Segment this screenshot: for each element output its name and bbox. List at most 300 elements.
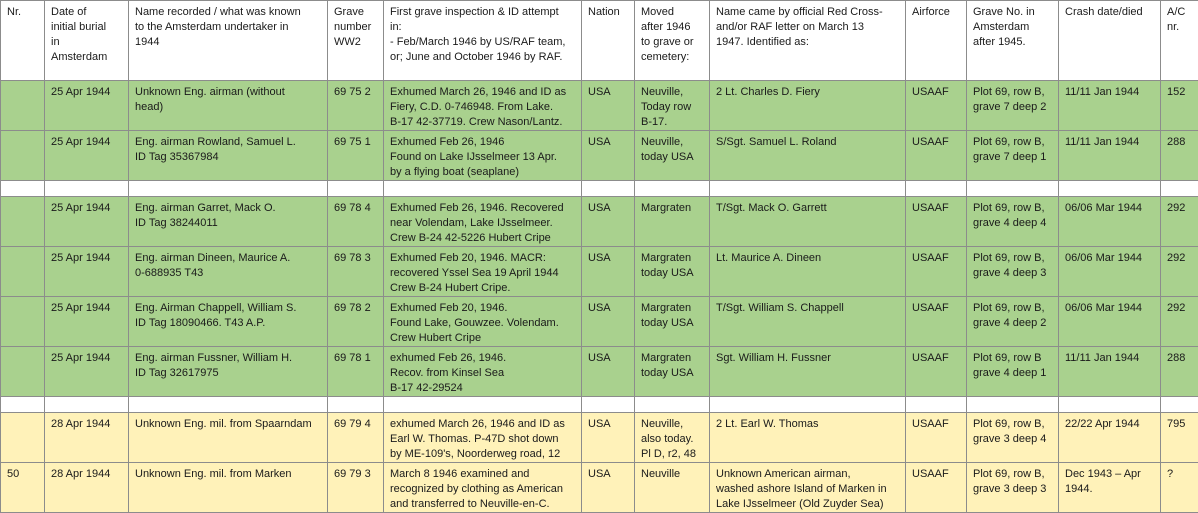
cell-grave-no-after-1945 [967,297,1059,347]
cell-line: 25 Apr 1944 [51,201,122,216]
cell-burial-date [45,297,129,347]
cell-line: recognized by clothing as American [390,482,575,497]
header-line: in: [390,20,575,35]
cell-crash-date [1059,463,1161,513]
cell-line: 25 Apr 1944 [51,251,122,266]
cell-moved-to [635,131,710,181]
header-line: - Feb/March 1946 by US/RAF team, [390,35,575,50]
header-line: to grave or [641,35,703,50]
cell-line: 0-688935 T43 [135,266,321,281]
header-line: number [334,20,377,35]
cell-line: washed ashore Island of Marken in [716,482,899,497]
header-line: Name recorded / what was known [135,5,321,20]
cell-line: USA [588,201,628,216]
cell-line: 06/06 Mar 1944 [1065,201,1154,216]
cell-nation [582,347,635,397]
cell-line: ID Tag 32617975 [135,366,321,381]
cell-line: B-17 42-37719. Crew Nason/Lantz. [390,115,575,130]
cell-line: USAAF [912,301,960,316]
cell-moved-to [635,197,710,247]
cell-airforce [906,131,967,181]
header-line: 1947. Identified as: [716,35,899,50]
spacer-cell [582,181,635,197]
header-line: or; June and October 1946 by RAF. [390,50,575,65]
cell-moved-to [635,297,710,347]
cell-line: and transferred to Neuville-en-C. [390,497,575,512]
cell-nr [1,197,45,247]
cell-crash-date [1059,347,1161,397]
cell-line: today USA [641,316,703,331]
cell-grave-number [328,413,384,463]
cell-line: 69 78 3 [334,251,377,266]
cell-line: Eng. airman Rowland, Samuel L. [135,135,321,150]
cell-grave-number [328,247,384,297]
cell-first-inspection [384,347,582,397]
cell-grave-no-after-1945 [967,247,1059,297]
spacer-cell [45,397,129,413]
cell-line: USA [588,135,628,150]
cell-name-recorded [129,347,328,397]
cell-grave-no-after-1945 [967,347,1059,397]
header-cell-airforce [906,1,967,81]
cell-line: Neuville, [641,85,703,100]
cell-grave-no-after-1945 [967,81,1059,131]
header-line: after 1946 [641,20,703,35]
header-line: Grave [334,5,377,20]
cell-line: Lake IJsselmeer (Old Zuyder Sea) [716,497,899,512]
cell-line: USAAF [912,85,960,100]
cell-line: Eng. Airman Chappell, William S. [135,301,321,316]
cell-line: USAAF [912,135,960,150]
cell-line: Plot 69, row B, [973,417,1052,432]
cell-line: 152 [1167,85,1192,100]
cell-line: 11/11 Jan 1944 [1065,351,1154,366]
spacer-cell [1,397,45,413]
cell-line: USA [588,351,628,366]
spacer-cell [1161,397,1198,413]
cell-nr [1,413,45,463]
cell-line: also today. [641,432,703,447]
header-line: Airforce [912,5,960,20]
cell-line: ID Tag 38244011 [135,216,321,231]
cell-identified-as [710,413,906,463]
table-row [1,81,1198,131]
header-cell-grave-number [328,1,384,81]
spacer-cell [906,397,967,413]
cell-name-recorded [129,197,328,247]
cell-line: Crew B-24 Hubert Cripe. [390,281,575,296]
cell-burial-date [45,197,129,247]
cell-line: 1944. [1065,482,1154,497]
spacer-cell [328,397,384,413]
spacer-cell [1059,181,1161,197]
cell-line: USA [588,301,628,316]
cell-line: today USA [641,150,703,165]
header-cell-crash-date [1059,1,1161,81]
spacer-cell [635,397,710,413]
table-row [1,347,1198,397]
cell-line: 28 Apr 1944 [51,467,122,482]
cell-identified-as [710,81,906,131]
cell-line: Crew B-24 42-5226 Hubert Cripe [390,231,575,246]
cell-ac-nr [1161,297,1198,347]
cell-nr [1,347,45,397]
header-line: WW2 [334,35,377,50]
cell-moved-to [635,347,710,397]
header-line: nr. [1167,20,1192,35]
cell-line: 69 79 4 [334,417,377,432]
cell-identified-as [710,131,906,181]
cell-line: 795 [1167,417,1192,432]
cell-line: by ME-109's, Noorderweg road, 12 [390,447,575,462]
cell-line: 50 [7,467,38,482]
cell-crash-date [1059,81,1161,131]
cell-line: recovered Yssel Sea 19 April 1944 [390,266,575,281]
cell-line: Fiery, C.D. 0-746948. From Lake. [390,100,575,115]
header-row [1,1,1198,81]
cell-line: Exhumed Feb 20, 1946. [390,301,575,316]
cell-line: T/Sgt. Mack O. Garrett [716,201,899,216]
spacer-cell [1,181,45,197]
cell-airforce [906,247,967,297]
cell-ac-nr [1161,247,1198,297]
cell-line: 11/11 Jan 1944 [1065,85,1154,100]
cell-line: exhumed Feb 26, 1946. [390,351,575,366]
table-row [1,131,1198,181]
header-line: in [51,35,122,50]
cell-line: Margraten [641,301,703,316]
cell-moved-to [635,247,710,297]
header-line: Nation [588,5,628,20]
spacer-cell [635,181,710,197]
cell-first-inspection [384,297,582,347]
cell-line: Unknown Eng. airman (without [135,85,321,100]
cell-line: Today row [641,100,703,115]
cell-line: Unknown Eng. mil. from Marken [135,467,321,482]
header-line: Amsterdam [51,50,122,65]
cell-line: Plot 69, row B, [973,135,1052,150]
cell-burial-date [45,413,129,463]
cell-nation [582,131,635,181]
cell-nr [1,131,45,181]
cell-line: USAAF [912,201,960,216]
cell-line: S/Sgt. Samuel L. Roland [716,135,899,150]
cell-line: Unknown Eng. mil. from Spaarndam [135,417,321,432]
cell-line: 11/11 Jan 1944 [1065,135,1154,150]
cell-line: Exhumed Feb 26, 1946. Recovered [390,201,575,216]
cell-grave-no-after-1945 [967,131,1059,181]
header-cell-name-recorded [129,1,328,81]
cell-line: ? [1167,467,1192,482]
cell-line: 69 75 1 [334,135,377,150]
cell-line: 2 Lt. Earl W. Thomas [716,417,899,432]
header-line: Amsterdam [973,20,1052,35]
cell-nr [1,463,45,513]
cell-line: ID Tag 35367984 [135,150,321,165]
cell-line: 2 Lt. Charles D. Fiery [716,85,899,100]
cell-identified-as [710,197,906,247]
spacer-cell [710,181,906,197]
spacer-row [1,397,1198,413]
cell-nation [582,81,635,131]
cell-identified-as [710,297,906,347]
cell-first-inspection [384,247,582,297]
cell-nation [582,297,635,347]
cell-line: 22/22 Apr 1944 [1065,417,1154,432]
cell-nation [582,197,635,247]
cell-crash-date [1059,413,1161,463]
cell-line: 69 78 2 [334,301,377,316]
cell-moved-to [635,81,710,131]
spacer-cell [906,181,967,197]
cell-airforce [906,413,967,463]
cell-line: Eng. airman Fussner, William H. [135,351,321,366]
cell-name-recorded [129,297,328,347]
header-cell-ac-nr [1161,1,1198,81]
header-line: after 1945. [973,35,1052,50]
cell-line: B-17. [641,115,703,130]
cell-burial-date [45,247,129,297]
cell-ac-nr [1161,197,1198,247]
header-cell-moved-to [635,1,710,81]
cell-nation [582,463,635,513]
spacer-cell [384,397,582,413]
cell-name-recorded [129,81,328,131]
cell-identified-as [710,247,906,297]
cell-airforce [906,81,967,131]
cell-line: 69 75 2 [334,85,377,100]
cell-crash-date [1059,131,1161,181]
cell-nation [582,247,635,297]
cell-line: 292 [1167,251,1192,266]
cell-ac-nr [1161,463,1198,513]
table-row [1,197,1198,247]
cell-grave-number [328,197,384,247]
cell-line: grave 7 deep 1 [973,150,1052,165]
cell-nation [582,413,635,463]
header-line: Name came by official Red Cross- [716,5,899,20]
cell-line: USA [588,85,628,100]
header-cell-burial-date [45,1,129,81]
cell-airforce [906,463,967,513]
spacer-cell [582,397,635,413]
cell-line: grave 4 deep 3 [973,266,1052,281]
cell-identified-as [710,463,906,513]
cell-line: grave 7 deep 2 [973,100,1052,115]
cell-nr [1,81,45,131]
cell-line: USAAF [912,351,960,366]
cell-line: Lt. Maurice A. Dineen [716,251,899,266]
cell-grave-no-after-1945 [967,413,1059,463]
cell-line: USA [588,467,628,482]
header-line: initial burial [51,20,122,35]
spacer-cell [328,181,384,197]
cell-line: Dec 1943 – Apr [1065,467,1154,482]
cell-line: Plot 69, row B, [973,251,1052,266]
spacer-cell [1059,397,1161,413]
cell-line: Exhumed Feb 26, 1946 [390,135,575,150]
cell-line: 25 Apr 1944 [51,85,122,100]
cell-line: grave 3 deep 3 [973,482,1052,497]
cell-line: Crew Hubert Cripe [390,331,575,346]
cell-line: Margraten [641,251,703,266]
header-line: A/C [1167,5,1192,20]
cell-identified-as [710,347,906,397]
cell-line: USAAF [912,467,960,482]
cell-line: Plot 69, row B, [973,85,1052,100]
header-line: Crash date/died [1065,5,1154,20]
spacer-cell [710,397,906,413]
cell-line: 25 Apr 1944 [51,301,122,316]
cell-line: 25 Apr 1944 [51,135,122,150]
cell-line: exhumed March 26, 1946 and ID as [390,417,575,432]
cell-line: March 8 1946 examined and [390,467,575,482]
cell-line: 69 78 1 [334,351,377,366]
cell-line: 292 [1167,201,1192,216]
cell-first-inspection [384,413,582,463]
cell-grave-number [328,463,384,513]
cell-line: B-17 42-29524 [390,381,575,396]
cell-first-inspection [384,131,582,181]
cell-line: 288 [1167,351,1192,366]
header-line: to the Amsterdam undertaker in [135,20,321,35]
cell-line: USA [588,417,628,432]
cell-name-recorded [129,131,328,181]
cell-line: today USA [641,366,703,381]
header-line: and/or RAF letter on March 13 [716,20,899,35]
cell-nr [1,247,45,297]
cell-line: Eng. airman Dineen, Maurice A. [135,251,321,266]
cell-line: today USA [641,266,703,281]
cell-crash-date [1059,297,1161,347]
table-row [1,413,1198,463]
header-line: First grave inspection & ID attempt [390,5,575,20]
cell-moved-to [635,413,710,463]
cell-line: 25 Apr 1944 [51,351,122,366]
cell-line: Sgt. William H. Fussner [716,351,899,366]
cell-name-recorded [129,413,328,463]
header-line: Nr. [7,5,38,20]
spacer-cell [967,181,1059,197]
cell-ac-nr [1161,347,1198,397]
cell-line: Exhumed March 26, 1946 and ID as [390,85,575,100]
cell-line: Plot 69, row B, [973,201,1052,216]
cell-line: near Volendam, Lake IJsselmeer. [390,216,575,231]
cell-crash-date [1059,197,1161,247]
header-line: cemetery: [641,50,703,65]
cell-line: Plot 69, row B, [973,301,1052,316]
cell-line: Neuville, [641,135,703,150]
cell-line: head) [135,100,321,115]
cell-line: USAAF [912,251,960,266]
cell-moved-to [635,463,710,513]
cell-line: 06/06 Mar 1944 [1065,251,1154,266]
header-cell-nr [1,1,45,81]
header-cell-nation [582,1,635,81]
spacer-cell [129,397,328,413]
header-line: Moved [641,5,703,20]
cell-line: Recov. from Kinsel Sea [390,366,575,381]
spacer-cell [129,181,328,197]
header-line: Grave No. in [973,5,1052,20]
cell-first-inspection [384,463,582,513]
cell-grave-number [328,131,384,181]
cell-line: Plot 69, row B, [973,467,1052,482]
cell-airforce [906,197,967,247]
cell-crash-date [1059,247,1161,297]
cell-line: 28 Apr 1944 [51,417,122,432]
cell-line: 69 79 3 [334,467,377,482]
spacer-cell [967,397,1059,413]
cell-line: Margraten [641,201,703,216]
cell-line: Unknown American airman, [716,467,899,482]
cell-line: USAAF [912,417,960,432]
cell-line: 292 [1167,301,1192,316]
cell-ac-nr [1161,413,1198,463]
spacer-row [1,181,1198,197]
cell-line: grave 3 deep 4 [973,432,1052,447]
cell-first-inspection [384,197,582,247]
cell-line: grave 4 deep 2 [973,316,1052,331]
table-row [1,297,1198,347]
header-cell-identified-as [710,1,906,81]
cell-line: Neuville, [641,417,703,432]
cell-grave-number [328,347,384,397]
header-cell-grave-no-after-1945 [967,1,1059,81]
cell-line: 69 78 4 [334,201,377,216]
header-cell-first-inspection [384,1,582,81]
cell-line: grave 4 deep 4 [973,216,1052,231]
cell-ac-nr [1161,81,1198,131]
cell-line: Eng. airman Garret, Mack O. [135,201,321,216]
cell-line: Found on Lake IJsselmeer 13 Apr. [390,150,575,165]
table-row [1,463,1198,513]
cell-line: by a flying boat (seaplane) [390,165,575,180]
cell-line: Earl W. Thomas. P-47D shot down [390,432,575,447]
header-line: Date of [51,5,122,20]
cell-grave-no-after-1945 [967,463,1059,513]
cell-line: Exhumed Feb 20, 1946. MACR: [390,251,575,266]
cell-line: grave 4 deep 1 [973,366,1052,381]
cell-nr [1,297,45,347]
cell-line: 06/06 Mar 1944 [1065,301,1154,316]
table-row [1,247,1198,297]
cell-burial-date [45,131,129,181]
header-line: 1944 [135,35,321,50]
table-body [1,81,1198,513]
cell-line: Neuville [641,467,703,482]
cell-line: 288 [1167,135,1192,150]
cell-name-recorded [129,247,328,297]
cell-line: T/Sgt. William S. Chappell [716,301,899,316]
cell-line: Plot 69, row B [973,351,1052,366]
cell-grave-number [328,81,384,131]
cell-name-recorded [129,463,328,513]
cell-burial-date [45,463,129,513]
cell-grave-no-after-1945 [967,197,1059,247]
cell-airforce [906,347,967,397]
cell-first-inspection [384,81,582,131]
spacer-cell [1161,181,1198,197]
spacer-cell [384,181,582,197]
spacer-cell [45,181,129,197]
cell-airforce [906,297,967,347]
cell-burial-date [45,347,129,397]
cell-line: Margraten [641,351,703,366]
cell-ac-nr [1161,131,1198,181]
cell-line: USA [588,251,628,266]
cell-line: Pl D, r2, 48 [641,447,703,462]
